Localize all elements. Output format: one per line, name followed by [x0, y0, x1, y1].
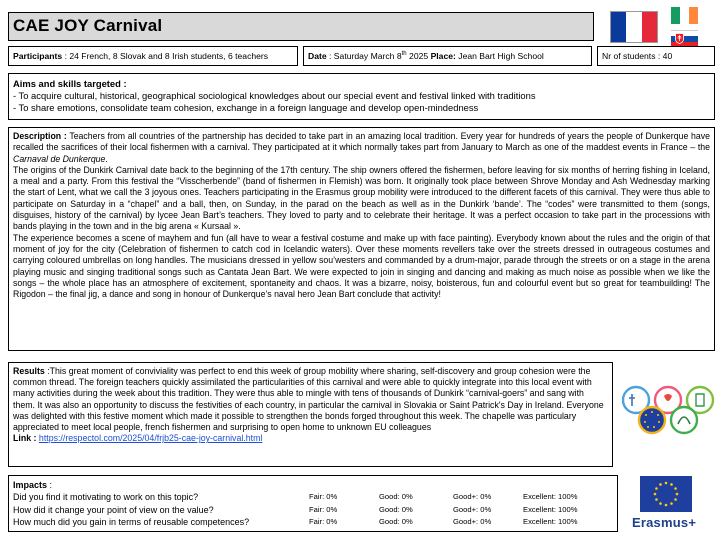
- impact-excellent: Excellent: 100%: [523, 504, 578, 514]
- place-value: Jean Bart High School: [455, 51, 544, 61]
- description-text-end: .: [105, 153, 108, 164]
- impact-fair: Fair: 0%: [309, 517, 338, 527]
- participants-value: : 24 French, 8 Slovak and 8 Irish students, 6 teachers: [62, 51, 269, 61]
- results-heading: Results: [13, 366, 45, 376]
- impact-good: Good: 0%: [379, 504, 413, 514]
- participants-label: Participants: [13, 51, 63, 61]
- results-link[interactable]: https://respectol.com/2025/04/frjb25-cae-joy-carnival.html: [38, 433, 263, 444]
- eu-star-icon: [670, 483, 673, 486]
- slovakia-coat-of-arms-icon: [675, 33, 684, 44]
- date-value: : Saturday March 8: [326, 51, 402, 61]
- impact-goodplus: Good+: 0%: [453, 504, 492, 514]
- aims-item: - To acquire cultural, historical, geographical sociological knowledges about our special event and festival linked with traditions: [13, 90, 536, 101]
- description-paragraph: The experience becomes a scene of mayhem and fun (all have to wear a festival costume and make up with face painting). Everybody known about the rules and the origin of that moment of joy for the city (Celebration of fishermen to catch cod in Icelandic waters). Over these moments revellers take over the streets dressed in outrageous costumes and carrying coloured umbrellas on long handles. The musicians dressed in yellow sou’westers and commanded by a drum-major, parade through the streets or on a stage in the arena playing music and singing traditional songs such as Cantata Jean Bart. We were expected to join in singing and dancing and making as much noise as possible when we like the songs – the whole place has an atmosphere of excitement, spontaneity and chaos. It was a bizarre, noisy, boisterous, fun and colourful event but so great for teambuilding! The Rigodon – the final jig, a dance and song in honour of Dunkerque’s naval hero Jean Bart conclude that activity!: [13, 232, 710, 300]
- ireland-flag-icon: [671, 7, 698, 24]
- description-box: [8, 127, 715, 351]
- date-place-box: [303, 46, 592, 66]
- impact-row: [13, 491, 613, 503]
- impact-fair: Fair: 0%: [309, 504, 338, 514]
- impact-fair: Fair: 0%: [309, 492, 338, 502]
- eu-star-icon: [676, 493, 679, 496]
- eu-star-icon: [674, 487, 677, 490]
- description-text: Teachers from all countries of the partnership has decided to take part in an amazing local tradition. Every year for hundreds of years the people of Dunkerque have recalled the sacrifices of their local fishermen with a carnival. They participated at it which normally takes part from January to March as one of the maddest events in France – the: [13, 131, 710, 153]
- aims-heading: Aims and skills targeted :: [13, 78, 127, 89]
- eu-flag-icon: [640, 476, 692, 512]
- eu-star-icon: [659, 483, 662, 486]
- impacts-heading-suffix: :: [47, 480, 53, 490]
- impact-excellent: Excellent: 100%: [523, 492, 578, 502]
- aims-box: [8, 73, 715, 120]
- eu-star-icon: [665, 504, 668, 507]
- impact-row: [13, 504, 613, 516]
- eu-star-icon: [655, 498, 658, 501]
- nr-students-value: : 40: [655, 51, 673, 61]
- impact-excellent: Excellent: 100%: [523, 517, 578, 527]
- description-heading: Description :: [13, 131, 67, 141]
- impact-goodplus: Good+: 0%: [453, 517, 492, 527]
- impact-question: How did it change your point of view on the value?: [13, 504, 214, 515]
- description-paragraph: [13, 131, 710, 165]
- description-paragraph: The origins of the Dunkirk Carnival date back to the beginning of the 17th century. The ship owners offered the fishermen, before leaving for six months of herring fishing in Iceland, a meal and a party. From this festival the “Visscherbende” (band of fishermen in Flemish) was born. It originally took place between Shrove Monday and Ash Wednesday marking the start of Lent, what we call the 3 joyous ones. Teachers participating in the Erasmus group mobility were introduced to the different facets of this carnival. They were thus able to participate on Saturday in a “chapel” and a ball, then, on Sunday, in the parad on the beach as well as in the Dunkirk ‘bande’. The “codes” were transmitted to them (songs, disguises, history of the carnival) by lycee Jean Bart’s teachers. They loved to party and to celebrate their heritage. It was a perfect occasion to take part in the processions with bands playing in the town and in the big arena « Kursaal ».: [13, 164, 710, 232]
- place-label: Place:: [430, 51, 456, 61]
- results-text: :This great moment of conviviality was perfect to end this week of group mobility where sharing, self-discovery and group cohesion were the common thread. The foreign teachers quickly assimilated the particularities of this carnival and were able to quickly integrate into this local event with many activities during the week about this tradition. They were thus able to mingle with tens of thousands of Dunkirk “carnival-goers” and sang with them. It was also an opportunity to discuss the festivities of each country, in particular the carnival in Slovakia or Saint Patrick's Day in Ireland. Everyone was delighted with this festive moment which made it possible to strengthen the bonds forged throughout this week. The chapelle was particulary appreciated to meet local people, french fishermen and surprising to open home to unknown EU colleagues: [13, 366, 604, 433]
- results-box: [8, 362, 613, 467]
- eu-star-icon: [654, 493, 657, 496]
- eu-star-icon: [674, 498, 677, 501]
- eu-star-icon: [665, 482, 668, 485]
- title-box: [8, 12, 594, 41]
- impact-good: Good: 0%: [379, 517, 413, 527]
- impact-question: How much did you gain in terms of reusable competences?: [13, 517, 250, 528]
- nr-students-box: [597, 46, 715, 66]
- impact-question: Did you find it motivating to work on this topic?: [13, 492, 199, 503]
- slovakia-flag-icon: [671, 30, 698, 47]
- impact-goodplus: Good+: 0%: [453, 492, 492, 502]
- impact-row: [13, 516, 613, 528]
- description-italic: Carnaval de Dunkerque: [13, 153, 106, 164]
- impacts-heading: Impacts: [13, 480, 48, 490]
- date-year: 2025: [406, 51, 431, 61]
- impact-good: Good: 0%: [379, 492, 413, 502]
- date-label: Date: [308, 51, 327, 61]
- nr-students-label: Nr of students: [602, 51, 656, 61]
- eu-star-icon: [659, 502, 662, 505]
- link-label: Link :: [13, 433, 37, 444]
- eu-star-icon: [655, 487, 658, 490]
- participants-box: [8, 46, 298, 66]
- page-title: CAE JOY Carnival: [13, 16, 163, 35]
- project-rings-logo-icon: [620, 384, 716, 436]
- impacts-box: [8, 475, 618, 532]
- france-flag-icon: [610, 11, 658, 43]
- date-ordinal: th: [401, 51, 407, 58]
- eu-star-icon: [670, 502, 673, 505]
- erasmus-plus-logo: Erasmus+: [632, 515, 697, 530]
- aims-item: - To share emotions, consolidate team cohesion, exchange in a foreign language and develop open-mindedness: [13, 102, 479, 113]
